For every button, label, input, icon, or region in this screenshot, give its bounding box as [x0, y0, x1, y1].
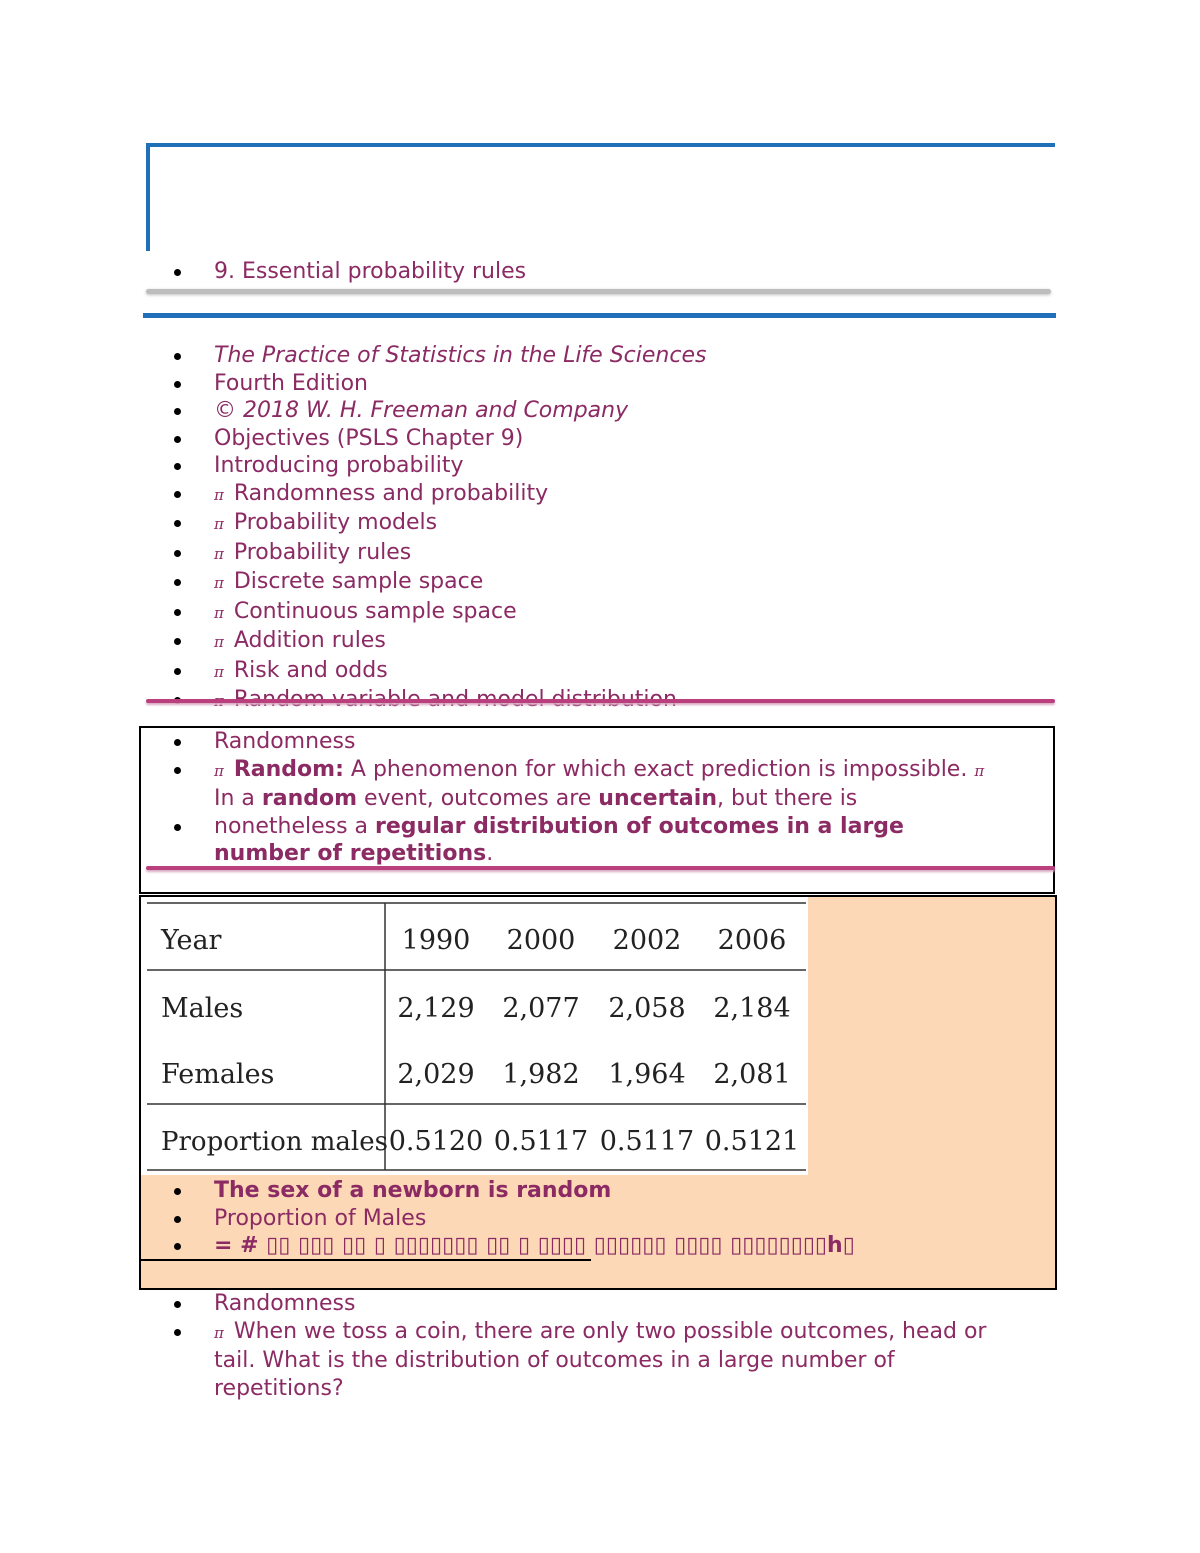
pi-bullet-icon: π [214, 761, 224, 780]
book-edition: Fourth Edition [146, 370, 1046, 398]
title-frame-left-border [146, 143, 150, 251]
proportion-of-males: Proportion of Males [146, 1205, 1046, 1233]
header-year: Year [161, 925, 222, 956]
objective-item: π Discrete sample space [146, 568, 1046, 598]
pi-bullet-icon: π [214, 662, 224, 681]
table-cell: 2,129 [397, 993, 475, 1024]
header-2006: 2006 [717, 925, 787, 956]
row-label-males: Males [161, 993, 244, 1024]
randomness-heading-2: Randomness [146, 1290, 1046, 1318]
objective-item: π Probability rules [146, 539, 1046, 569]
table-cell: 1,982 [502, 1059, 580, 1090]
objective-item: π Addition rules [146, 627, 1046, 657]
pi-bullet-icon: π [214, 1323, 224, 1342]
pi-bullet-icon: π [214, 574, 224, 592]
randomness-list [146, 728, 1046, 868]
header-2000: 2000 [506, 925, 576, 956]
pi-bullet-icon: π [214, 603, 224, 622]
pi-bullet-icon: π [974, 761, 985, 780]
objective-item: π Randomness and probability [146, 480, 1046, 510]
table-cell: 1,964 [608, 1059, 686, 1090]
title-divider [143, 313, 1056, 318]
table-cell: 0.5117 [493, 1126, 589, 1157]
proportion-formula: = # ▯▯ ▯▯▯ ▯▯ ▯ ▯▯▯▯▯▯▯ ▯▯ ▯ ▯▯▯▯ ▯▯▯▯▯▯ ▯▯▯▯ ▯▯▯▯▯▯▯▯h▯ [146, 1232, 1046, 1260]
row-label-proportion-males: Proportion males [161, 1127, 388, 1157]
header-1990: 1990 [401, 925, 471, 956]
randomness-divider [146, 866, 1055, 870]
table-cell: 0.5121 [704, 1126, 800, 1157]
objective-item: π Risk and odds [146, 657, 1046, 687]
randomness-heading: Randomness [146, 728, 1046, 756]
objectives-divider [146, 699, 1055, 703]
objectives-list [146, 342, 1046, 716]
births-table [141, 897, 808, 1175]
table-cell: 2,077 [502, 993, 580, 1024]
pi-bullet-icon: π [214, 544, 224, 563]
book-title: The Practice of Statistics in the Life Sciences [146, 342, 1046, 370]
slide-title: 9. Essential probability rules [146, 258, 1046, 286]
table-cell: 2,029 [397, 1059, 475, 1090]
random-definition: π Random: A phenomenon for which exact prediction is impossible. π In a random event, outcomes are uncertain, but there is [146, 756, 1046, 813]
title-frame-top-border [146, 143, 1055, 147]
coin-toss-question: π When we toss a coin, there are only two possible outcomes, head or tail. What is the distribution of outcomes in a large number of repetitions? [146, 1318, 1046, 1403]
header-2002: 2002 [612, 925, 682, 956]
newborn-sex-random: The sex of a newborn is random [146, 1177, 1046, 1205]
table-cell: 0.5117 [599, 1126, 695, 1157]
pi-bullet-icon: π [214, 515, 224, 533]
objectives-subheading: Introducing probability [146, 452, 1046, 480]
book-copyright: © 2018 W. H. Freeman and Company [146, 397, 1046, 425]
regular-distribution-text: nonetheless a regular distribution of outcomes in a large number of repetitions. [146, 813, 1046, 868]
objective-item: π Continuous sample space [146, 598, 1046, 628]
newborn-list [146, 1177, 1046, 1260]
formula-fraction-bar [141, 1259, 591, 1261]
title-shadow-divider [146, 289, 1051, 294]
pi-bullet-icon: π [214, 633, 224, 651]
table-cell: 2,081 [713, 1059, 791, 1090]
pi-bullet-icon: π [214, 485, 224, 504]
table-cell: 2,184 [713, 993, 791, 1024]
table-cell: 2,058 [608, 993, 686, 1024]
row-label-females: Females [161, 1059, 275, 1090]
title-list [146, 258, 1046, 286]
objectives-heading: Objectives (PSLS Chapter 9) [146, 425, 1046, 453]
table-cell: 0.5120 [388, 1126, 484, 1157]
coin-toss-list [146, 1290, 1046, 1402]
objective-item: π Probability models [146, 509, 1046, 539]
